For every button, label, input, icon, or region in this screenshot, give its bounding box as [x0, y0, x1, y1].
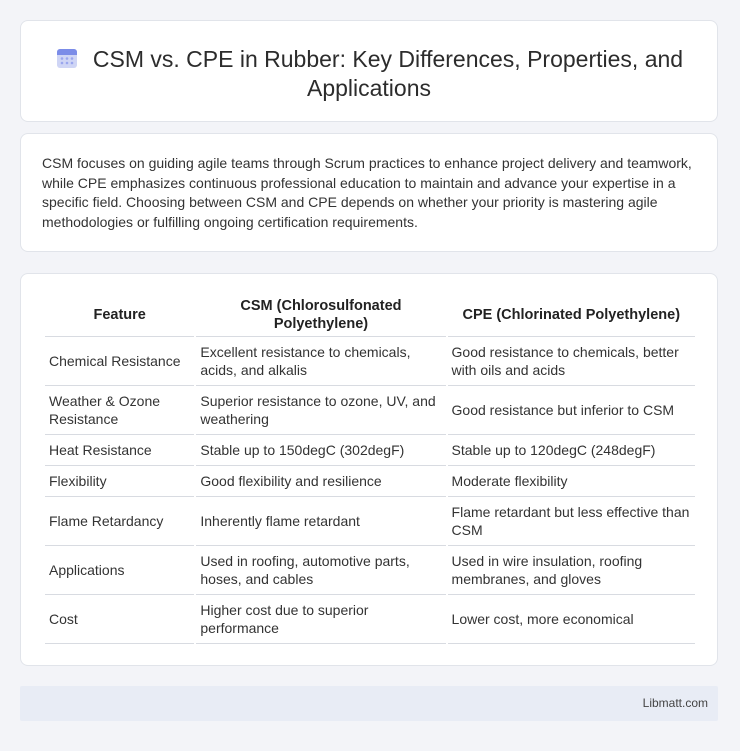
- csm-cell: Used in roofing, automotive parts, hoses, and cables: [196, 546, 445, 595]
- comparison-table: [43, 294, 697, 644]
- cpe-cell: Moderate flexibility: [448, 466, 695, 497]
- summary-text: CSM focuses on guiding agile teams through Scrum practices to enhance project delivery and teamwork, while CPE emphasizes continuous professional education to maintain and advance your expertise in a specific field. Choosing between CSM and CPE depends on whether your priority is mastering agile methodologies or fulfilling ongoing certification requirements.: [42, 155, 692, 230]
- table-row: [45, 337, 695, 386]
- feature-cell: Heat Resistance: [45, 435, 194, 466]
- csm-cell: Good flexibility and resilience: [196, 466, 445, 497]
- feature-cell: Applications: [45, 546, 194, 595]
- csm-cell: Higher cost due to superior performance: [196, 595, 445, 644]
- csm-cell: Inherently flame retardant: [196, 497, 445, 546]
- table-row: [45, 595, 695, 644]
- feature-cell: Flexibility: [45, 466, 194, 497]
- header-feature: Feature: [45, 294, 194, 337]
- footer: [20, 686, 718, 721]
- table-card: [20, 273, 718, 666]
- table-row: [45, 466, 695, 497]
- header-csm: CSM (Chlorosulfonated Polyethylene): [196, 294, 445, 337]
- feature-cell: Cost: [45, 595, 194, 644]
- table-row: [45, 546, 695, 595]
- csm-cell: Stable up to 150degC (302degF): [196, 435, 445, 466]
- table-row: [45, 386, 695, 435]
- table-row: [45, 435, 695, 466]
- header-cpe: CPE (Chlorinated Polyethylene): [448, 294, 695, 337]
- feature-cell: Weather & Ozone Resistance: [45, 386, 194, 435]
- cpe-cell: Good resistance to chemicals, better with oils and acids: [448, 337, 695, 386]
- page-title: CSM vs. CPE in Rubber: Key Differences, Properties, and Applications: [92, 46, 684, 101]
- feature-cell: Chemical Resistance: [45, 337, 194, 386]
- page-title-row: [21, 45, 717, 103]
- footer-brand: Libmatt.com: [642, 696, 708, 710]
- cpe-cell: Good resistance but inferior to CSM: [448, 386, 695, 435]
- csm-cell: Superior resistance to ozone, UV, and weathering: [196, 386, 445, 435]
- calendar-icon: [55, 46, 79, 70]
- table-row: [45, 497, 695, 546]
- table-header-row: [45, 294, 695, 337]
- cpe-cell: Used in wire insulation, roofing membranes, and gloves: [448, 546, 695, 595]
- cpe-cell: Lower cost, more economical: [448, 595, 695, 644]
- cpe-cell: Flame retardant but less effective than CSM: [448, 497, 695, 546]
- cpe-cell: Stable up to 120degC (248degF): [448, 435, 695, 466]
- title-card: [20, 20, 718, 122]
- summary-card: [20, 133, 718, 252]
- feature-cell: Flame Retardancy: [45, 497, 194, 546]
- csm-cell: Excellent resistance to chemicals, acids, and alkalis: [196, 337, 445, 386]
